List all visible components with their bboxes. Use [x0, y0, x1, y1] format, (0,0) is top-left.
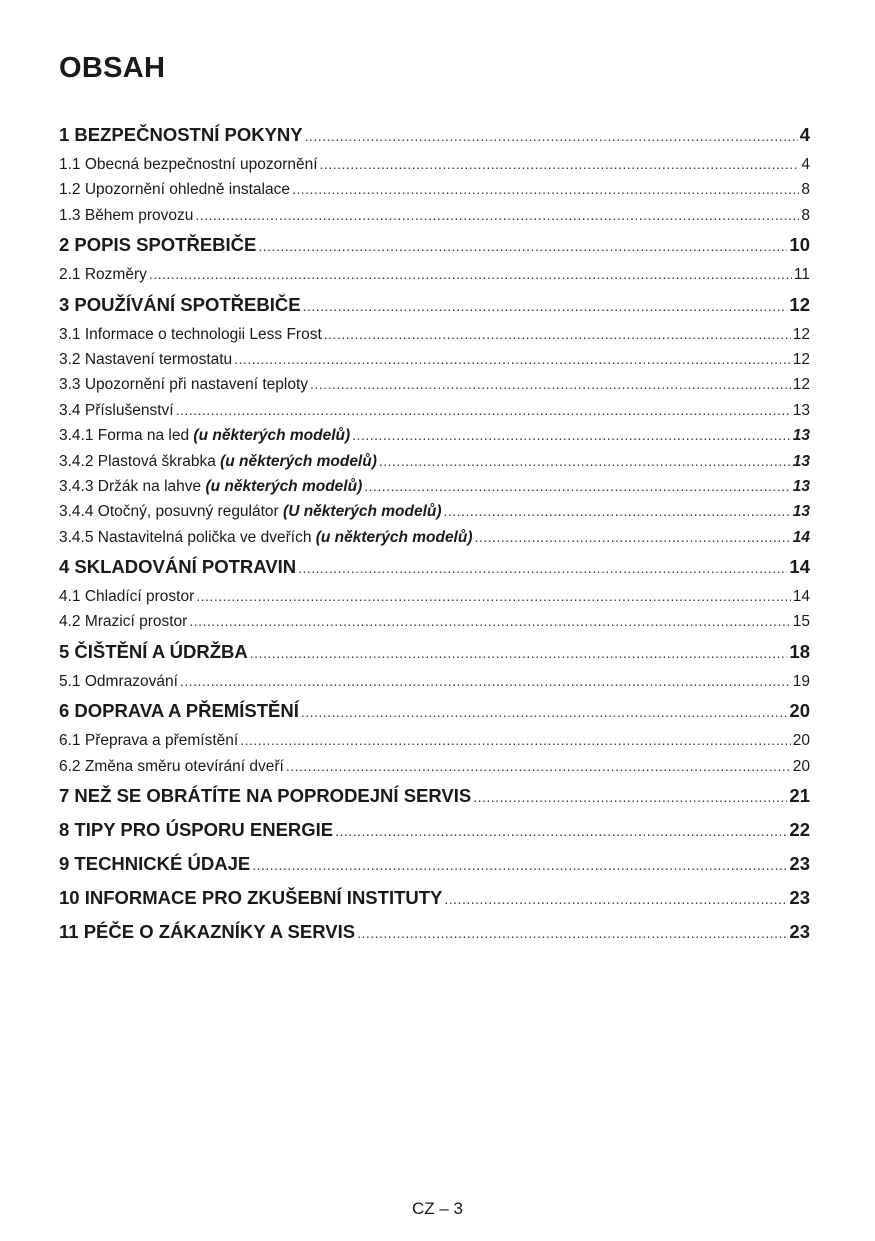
- toc-entry-title: 3.4.1 Forma na led: [59, 427, 194, 445]
- toc-page-number: 14: [792, 588, 810, 606]
- toc-section-entry[interactable]: [59, 584, 810, 609]
- toc-entry-label: [59, 372, 308, 397]
- toc-section-entry[interactable]: [59, 754, 810, 779]
- toc-page-number: 4: [801, 156, 810, 173]
- toc-entry-title: 3.1 Informace o technologii Less Frost: [59, 325, 322, 343]
- toc-page-number: 23: [789, 887, 810, 909]
- toc-entry-title: 4.2 Mrazicí prostor: [59, 613, 188, 631]
- toc-entry-label: [59, 813, 333, 847]
- toc-dot-leader: [320, 152, 800, 177]
- toc-entry-label: [59, 118, 303, 152]
- toc-page-number: 23: [789, 853, 810, 875]
- toc-dot-leader: [252, 848, 787, 882]
- toc-entry-label: [59, 915, 355, 949]
- toc-dot-leader: [196, 584, 790, 609]
- toc-entry-title: 4.1 Chladící prostor: [59, 588, 195, 606]
- toc-section-entry[interactable]: [59, 203, 810, 228]
- toc-entry-label: [59, 203, 193, 228]
- toc-entry-model-note: (u některých modelů): [193, 427, 351, 445]
- toc-entry-title: 3.4.2 Plastová škrabka: [59, 452, 221, 470]
- toc-chapter-entry[interactable]: [59, 228, 810, 262]
- toc-section-entry[interactable]: [59, 152, 810, 177]
- toc-dot-leader: [324, 322, 791, 347]
- toc-dot-leader: [195, 203, 799, 228]
- toc-entry-title: 4 SKLADOVÁNÍ POTRAVIN: [59, 556, 297, 578]
- toc-dot-leader: [364, 474, 791, 499]
- toc-dot-leader: [444, 499, 791, 524]
- toc-entry-title: 5.1 Odmrazování: [59, 672, 178, 690]
- toc-page-number: 13: [792, 503, 810, 521]
- toc-dot-leader: [301, 695, 788, 729]
- toc-dot-leader: [234, 347, 791, 372]
- toc-entry-title: 5 ČIŠTĚNÍ A ÚDRŽBA: [59, 640, 248, 662]
- toc-entry-title: 11 PÉČE O ZÁKAZNÍKY A SERVIS: [59, 921, 356, 943]
- toc-page-number: 15: [792, 613, 810, 631]
- toc-entry-title: 7 NEŽ SE OBRÁTÍTE NA POPRODEJNÍ SERVIS: [59, 785, 472, 807]
- toc-entry-title: 2 POPIS SPOTŘEBIČE: [59, 234, 257, 256]
- toc-chapter-entry[interactable]: [59, 779, 810, 813]
- toc-entry-label: [59, 550, 296, 584]
- toc-chapter-entry[interactable]: [59, 813, 810, 847]
- page-title: OBSAH: [59, 52, 166, 84]
- toc-entry-title: 3.3 Upozornění při nastavení teploty: [59, 376, 309, 394]
- toc-chapter-entry[interactable]: [59, 881, 810, 915]
- toc-page-number: 22: [789, 819, 810, 841]
- toc-page-number: 18: [789, 640, 810, 662]
- toc-chapter-entry[interactable]: [59, 694, 810, 728]
- toc-entry-label: [59, 152, 318, 177]
- toc-chapter-entry[interactable]: [59, 550, 810, 584]
- toc-dot-leader: [444, 882, 787, 916]
- toc-entry-label: [59, 779, 471, 813]
- toc-chapter-entry[interactable]: [59, 288, 810, 322]
- toc-entry-title: 9 TECHNICKÉ ÚDAJE: [59, 853, 251, 875]
- toc-entry-label: [59, 635, 248, 669]
- toc-page-number: 12: [792, 325, 810, 343]
- toc-page-number: 19: [792, 672, 810, 690]
- toc-page-number: 13: [792, 401, 810, 419]
- toc-entry-label: [59, 322, 322, 347]
- toc-page-number: 13: [792, 477, 810, 495]
- toc-entry-title: 3.4.5 Nastavitelná polička ve dveřích: [59, 528, 316, 546]
- toc-dot-leader: [473, 780, 787, 814]
- toc-chapter-entry[interactable]: [59, 635, 810, 669]
- toc-page-number: 11: [793, 266, 810, 284]
- toc-dot-leader: [250, 636, 788, 670]
- toc-entry-title: 1.3 Během provozu: [59, 206, 194, 224]
- toc-entry-title: 3.4.4 Otočný, posuvný regulátor: [59, 503, 284, 521]
- toc-entry-title: 6 DOPRAVA A PŘEMÍSTĚNÍ: [59, 700, 299, 722]
- toc-page-number: 14: [789, 556, 810, 578]
- toc-entry-label: [59, 262, 147, 287]
- toc-entry-label: [59, 847, 250, 881]
- toc-page-number: 13: [792, 427, 810, 445]
- toc-dot-leader: [298, 551, 787, 585]
- toc-dot-leader: [258, 229, 787, 263]
- toc-entry-model-note: (u některých modelů): [205, 477, 363, 495]
- toc-entry-label: [59, 423, 350, 448]
- toc-entry-label: [59, 728, 238, 753]
- toc-page-number: 10: [789, 234, 810, 256]
- toc-entry-title: 1.2 Upozornění ohledně instalace: [59, 181, 290, 199]
- toc-page-number: 21: [789, 785, 810, 807]
- toc-section-entry[interactable]: [59, 372, 810, 397]
- toc-section-entry[interactable]: [59, 499, 810, 524]
- toc-section-entry[interactable]: [59, 262, 810, 287]
- toc-dot-leader: [335, 814, 787, 848]
- toc-chapter-entry[interactable]: [59, 118, 810, 152]
- toc-dot-leader: [310, 372, 791, 397]
- toc-section-entry[interactable]: [59, 398, 810, 423]
- toc-entry-label: [59, 584, 194, 609]
- toc-entry-label: [59, 474, 362, 499]
- toc-section-entry[interactable]: [59, 525, 810, 550]
- toc-entry-label: [59, 398, 174, 423]
- toc-entry-title: 10 INFORMACE PRO ZKUŠEBNÍ INSTITUTY: [59, 887, 443, 909]
- toc-entry-label: [59, 754, 284, 779]
- toc-page-number: 12: [792, 376, 810, 394]
- toc-dot-leader: [475, 525, 791, 550]
- toc-entry-title: 1.1 Obecná bezpečnostní upozornění: [59, 156, 318, 173]
- toc-dot-leader: [189, 609, 790, 634]
- toc-entry-label: [59, 177, 290, 202]
- toc-dot-leader: [357, 916, 787, 950]
- toc-chapter-entry[interactable]: [59, 915, 810, 949]
- page-footer: CZ – 3: [411, 1199, 464, 1218]
- toc-dot-leader: [379, 449, 791, 474]
- toc-section-entry[interactable]: [59, 609, 810, 634]
- toc-entry-label: [59, 881, 442, 915]
- toc-page-number: 13: [792, 452, 810, 470]
- toc-entry-label: [59, 609, 187, 634]
- toc-page-number: 4: [799, 124, 810, 145]
- toc-dot-leader: [352, 423, 791, 448]
- toc-entry-label: [59, 288, 301, 322]
- toc-page-number: 12: [792, 350, 810, 368]
- toc-entry-label: [59, 228, 256, 262]
- toc-dot-leader: [180, 669, 791, 694]
- toc-page-number: 20: [792, 732, 810, 750]
- toc-entry-title: 6.2 Změna směru otevírání dveří: [59, 757, 284, 775]
- toc-section-entry[interactable]: [59, 728, 810, 753]
- toc-entry-model-note: (u některých modelů): [315, 528, 473, 546]
- toc-page-number: 20: [792, 757, 810, 775]
- toc-entry-title: 2.1 Rozměry: [59, 266, 147, 284]
- toc-dot-leader: [292, 177, 799, 202]
- toc-section-entry[interactable]: [59, 423, 810, 448]
- toc-entry-title: 3.4 Příslušenství: [59, 401, 174, 419]
- toc-dot-leader: [286, 754, 791, 779]
- toc-entry-title: 1 BEZPEČNOSTNÍ POKYNY: [59, 124, 303, 145]
- toc-entry-title: 8 TIPY PRO ÚSPORU ENERGIE: [59, 819, 334, 841]
- toc-entry-label: [59, 499, 442, 524]
- toc-section-entry[interactable]: [59, 177, 810, 202]
- toc-entry-model-note: (u některých modelů): [220, 452, 377, 470]
- toc-entry-title: 6.1 Přeprava a přemístění: [59, 732, 239, 750]
- table-of-contents: [59, 118, 810, 949]
- toc-section-entry[interactable]: [59, 474, 810, 499]
- toc-dot-leader: [240, 728, 791, 753]
- toc-entry-label: [59, 449, 377, 474]
- toc-page-number: 23: [789, 921, 810, 943]
- toc-entry-title: 3 POUŽÍVÁNÍ SPOTŘEBIČE: [59, 293, 301, 315]
- toc-page-number: 14: [792, 528, 810, 546]
- toc-entry-title: 3.4.3 Držák na lahve: [59, 477, 206, 495]
- toc-entry-label: [59, 347, 232, 372]
- toc-section-entry[interactable]: [59, 669, 810, 694]
- toc-dot-leader: [303, 289, 788, 323]
- toc-section-entry[interactable]: [59, 347, 810, 372]
- toc-section-entry[interactable]: [59, 449, 810, 474]
- toc-entry-label: [59, 525, 473, 550]
- toc-dot-leader: [305, 119, 798, 153]
- toc-dot-leader: [149, 262, 792, 287]
- toc-page-number: 20: [789, 700, 810, 722]
- toc-dot-leader: [176, 398, 791, 423]
- toc-entry-title: 3.2 Nastavení termostatu: [59, 350, 233, 368]
- toc-entry-label: [59, 694, 299, 728]
- toc-entry-model-note: (U některých modelů): [283, 503, 442, 521]
- toc-chapter-entry[interactable]: [59, 847, 810, 881]
- toc-section-entry[interactable]: [59, 322, 810, 347]
- toc-page-number: 12: [789, 293, 810, 315]
- toc-page-number: 8: [801, 206, 810, 224]
- toc-entry-label: [59, 669, 178, 694]
- toc-page-number: 8: [801, 181, 810, 199]
